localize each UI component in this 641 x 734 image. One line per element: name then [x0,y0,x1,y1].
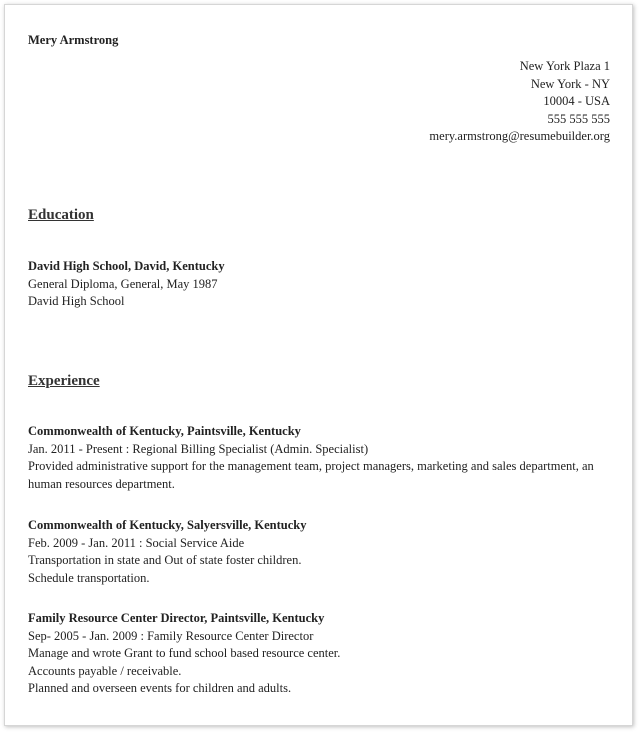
experience-entry-line: Provided administrative support for the management team, project managers, marketing and sales department, an human resources department. [28,459,594,491]
experience-entry-line: Schedule transportation. [28,570,150,585]
education-entry-line: General Diploma, General, May 1987 [28,276,218,291]
experience-entry-line: Planned and overseen events for children and adults. [28,681,292,695]
email-address: mery.armstrong@resumebuilder.org [429,129,610,143]
experience-entry-title: Family Resource Center Director, Paintsville, Kentucky [28,611,325,625]
experience-entry-line: Manage and wrote Grant to fund school based resource center. [28,646,341,660]
education-entry-title: David High School, David, Kentucky [28,259,225,273]
contact-address [429,58,610,146]
experience-entry-line: Sep- 2005 - Jan. 2009 : Family Resource Center Director [28,628,314,643]
resume-page [4,4,633,726]
experience-entry-title: Commonwealth of Kentucky, Salyersville, Kentucky [28,518,307,532]
address-zip: 10004 - USA [543,94,610,108]
phone-number: 555 555 555 [547,111,610,126]
address-street: New York Plaza 1 [519,59,610,73]
candidate-name: Mery Armstrong [28,33,119,47]
experience-entry-line: Transportation in state and Out of state foster children. [28,553,302,567]
education-heading: Education [28,207,94,223]
experience-entry [28,517,618,587]
experience-entry-line: Accounts payable / receivable. [28,663,182,678]
address-city: New York - NY [530,76,610,91]
experience-entry [28,610,618,698]
experience-heading: Experience [28,373,100,389]
education-entry-line: David High School [28,294,125,308]
experience-entry-line: Feb. 2009 - Jan. 2011 : Social Service Aide [28,535,245,550]
experience-entry [28,423,618,493]
experience-entry-line: Jan. 2011 - Present : Regional Billing Specialist (Admin. Specialist) [28,441,369,456]
experience-entry-title: Commonwealth of Kentucky, Paintsville, Kentucky [28,424,301,438]
education-entry [28,258,618,311]
